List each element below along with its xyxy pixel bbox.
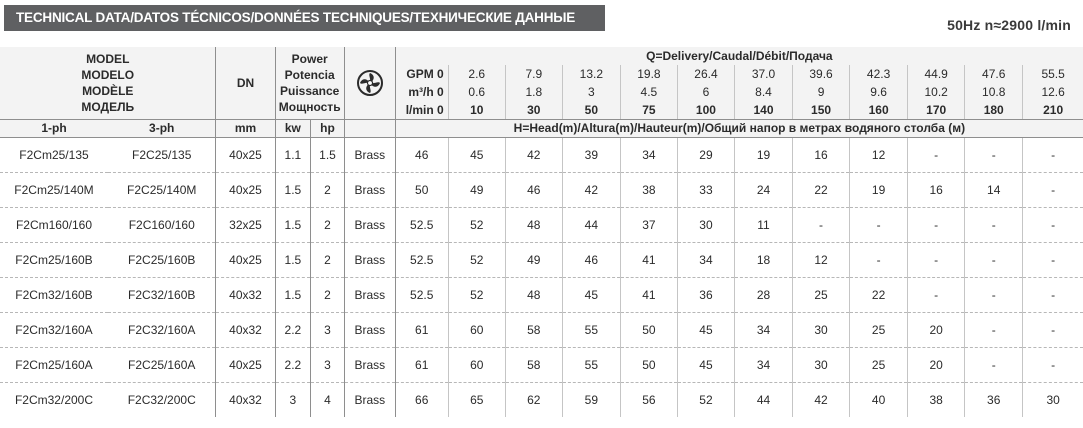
head-cell: 24 bbox=[734, 172, 792, 207]
head-cell: 38 bbox=[908, 382, 965, 417]
head-cell: 48 bbox=[505, 207, 562, 242]
material-value: Brass bbox=[344, 172, 395, 207]
head-cell: 34 bbox=[734, 347, 792, 382]
head-cell: - bbox=[965, 347, 1023, 382]
flow-cell: 19.8 bbox=[620, 65, 677, 83]
flow-cell: 1.8 bbox=[505, 83, 562, 101]
flow-cell: 9.6 bbox=[850, 83, 908, 101]
impeller-header bbox=[344, 47, 395, 119]
head-cell: - bbox=[793, 207, 850, 242]
head-cell: 46 bbox=[395, 137, 448, 172]
model-header-en: MODEL bbox=[86, 51, 130, 66]
head-cell: 33 bbox=[677, 172, 734, 207]
model-1ph: F2Cm25/140M bbox=[0, 172, 108, 207]
dn-value: 40x32 bbox=[216, 277, 275, 312]
head-cell: 20 bbox=[908, 312, 965, 347]
head-cell: 25 bbox=[850, 312, 908, 347]
head-cell: 52 bbox=[448, 277, 505, 312]
head-cell: - bbox=[850, 207, 908, 242]
head-cell: - bbox=[1023, 277, 1083, 312]
model-1ph: F2Cm25/135 bbox=[0, 137, 108, 172]
head-cell: 44 bbox=[562, 207, 620, 242]
material-value: Brass bbox=[344, 242, 395, 277]
material-value: Brass bbox=[344, 277, 395, 312]
head-cell: 46 bbox=[505, 172, 562, 207]
hp-value: 2 bbox=[311, 277, 345, 312]
head-cell: 50 bbox=[620, 312, 677, 347]
power-header bbox=[275, 47, 344, 119]
model-3ph: F2C25/135 bbox=[108, 137, 216, 172]
table-row bbox=[0, 312, 1083, 347]
head-cell: 18 bbox=[734, 242, 792, 277]
delivery-header: Q=Delivery/Caudal/Débit/Подача bbox=[395, 47, 1083, 65]
head-cell: 52 bbox=[448, 242, 505, 277]
gpm-label: GPM 0 bbox=[395, 65, 448, 83]
flow-cell: 10.2 bbox=[908, 83, 965, 101]
table-row bbox=[0, 172, 1083, 207]
model-3ph: F2C32/160B bbox=[108, 277, 216, 312]
head-cell: 11 bbox=[734, 207, 792, 242]
head-cell: - bbox=[850, 242, 908, 277]
head-cell: - bbox=[1023, 137, 1083, 172]
model-header-es: MODELO bbox=[81, 67, 135, 82]
head-cell: 55 bbox=[562, 347, 620, 382]
frequency-note: 50Hz n≈2900 l/min bbox=[947, 17, 1071, 33]
head-header: H=Head(m)/Altura(m)/Hauteur(m)/Общий напор в метрах водяного столба (м) bbox=[395, 119, 1083, 137]
model-3ph: F2C25/140M bbox=[108, 172, 216, 207]
model-1ph: F2Cm32/160A bbox=[0, 312, 108, 347]
head-cell: - bbox=[908, 277, 965, 312]
model-header bbox=[0, 47, 216, 119]
dn-value: 40x25 bbox=[216, 137, 275, 172]
head-cell: 62 bbox=[505, 382, 562, 417]
head-cell: 59 bbox=[562, 382, 620, 417]
flow-cell: 10.8 bbox=[965, 83, 1023, 101]
head-cell: - bbox=[965, 242, 1023, 277]
model-1ph: F2Cm32/200C bbox=[0, 382, 108, 417]
power-header-fr: Puissance bbox=[279, 83, 340, 98]
head-cell: 12 bbox=[850, 137, 908, 172]
hp-value: 4 bbox=[311, 382, 345, 417]
head-cell: 30 bbox=[1023, 382, 1083, 417]
hp-value: 1.5 bbox=[311, 137, 345, 172]
head-cell: 30 bbox=[793, 312, 850, 347]
head-cell: - bbox=[908, 207, 965, 242]
head-cell: 60 bbox=[448, 312, 505, 347]
technical-data-table bbox=[0, 47, 1083, 417]
head-cell: 19 bbox=[734, 137, 792, 172]
hp-value: 3 bbox=[311, 312, 345, 347]
kw-value: 1.5 bbox=[275, 242, 311, 277]
col-3ph: 3-ph bbox=[108, 119, 216, 137]
head-cell: 40 bbox=[850, 382, 908, 417]
flow-cell: 37.0 bbox=[734, 65, 792, 83]
head-cell: 22 bbox=[850, 277, 908, 312]
head-cell: - bbox=[1023, 312, 1083, 347]
kw-value: 1.5 bbox=[275, 277, 311, 312]
flow-cell: 210 bbox=[1023, 101, 1083, 119]
unit-hp: hp bbox=[311, 119, 345, 137]
head-cell: 44 bbox=[734, 382, 792, 417]
head-cell: 52.5 bbox=[395, 207, 448, 242]
model-header-ru: МОДЕЛЬ bbox=[81, 99, 135, 114]
kw-value: 1.5 bbox=[275, 172, 311, 207]
head-cell: - bbox=[965, 137, 1023, 172]
m3h-label: m³/h 0 bbox=[395, 83, 448, 101]
head-cell: 48 bbox=[505, 277, 562, 312]
table-header bbox=[0, 47, 1083, 137]
head-cell: 58 bbox=[505, 347, 562, 382]
head-cell: - bbox=[908, 242, 965, 277]
hp-value: 2 bbox=[311, 242, 345, 277]
model-header-fr: MODÈLE bbox=[82, 83, 134, 98]
dn-value: 40x32 bbox=[216, 382, 275, 417]
head-cell: 12 bbox=[793, 242, 850, 277]
hp-value: 2 bbox=[311, 207, 345, 242]
head-cell: 58 bbox=[505, 312, 562, 347]
power-header-ru: Мощность bbox=[278, 99, 341, 114]
head-cell: 34 bbox=[620, 137, 677, 172]
head-cell: - bbox=[965, 277, 1023, 312]
head-cell: 30 bbox=[677, 207, 734, 242]
flow-cell: 50 bbox=[562, 101, 620, 119]
flow-cell: 39.6 bbox=[793, 65, 850, 83]
flow-cell: 44.9 bbox=[908, 65, 965, 83]
dn-value: 40x25 bbox=[216, 242, 275, 277]
head-cell: 42 bbox=[793, 382, 850, 417]
material-value: Brass bbox=[344, 347, 395, 382]
head-cell: 52 bbox=[448, 207, 505, 242]
head-cell: 52.5 bbox=[395, 277, 448, 312]
flow-cell: 12.6 bbox=[1023, 83, 1083, 101]
flow-cell: 150 bbox=[793, 101, 850, 119]
dn-header: DN bbox=[216, 47, 275, 119]
flow-cell: 47.6 bbox=[965, 65, 1023, 83]
model-1ph: F2Cm32/160B bbox=[0, 277, 108, 312]
head-cell: 49 bbox=[505, 242, 562, 277]
head-cell: 50 bbox=[620, 347, 677, 382]
head-cell: 45 bbox=[448, 137, 505, 172]
head-cell: 38 bbox=[620, 172, 677, 207]
model-3ph: F2C25/160A bbox=[108, 347, 216, 382]
dn-value: 32x25 bbox=[216, 207, 275, 242]
dn-value: 40x25 bbox=[216, 347, 275, 382]
table-body bbox=[0, 137, 1083, 417]
table-row bbox=[0, 137, 1083, 172]
head-cell: 61 bbox=[395, 347, 448, 382]
table-row bbox=[0, 207, 1083, 242]
material-value: Brass bbox=[344, 137, 395, 172]
kw-value: 2.2 bbox=[275, 312, 311, 347]
head-cell: 28 bbox=[734, 277, 792, 312]
head-cell: 55 bbox=[562, 312, 620, 347]
dn-value: 40x32 bbox=[216, 312, 275, 347]
head-cell: 42 bbox=[505, 137, 562, 172]
dn-value: 40x25 bbox=[216, 172, 275, 207]
flow-cell: 180 bbox=[965, 101, 1023, 119]
head-cell: 30 bbox=[793, 347, 850, 382]
flow-cell: 0.6 bbox=[448, 83, 505, 101]
head-cell: 22 bbox=[793, 172, 850, 207]
lmin-label: l/min 0 bbox=[395, 101, 448, 119]
table-row bbox=[0, 242, 1083, 277]
head-cell: 46 bbox=[562, 242, 620, 277]
head-cell: 29 bbox=[677, 137, 734, 172]
flow-cell: 13.2 bbox=[562, 65, 620, 83]
head-cell: 52 bbox=[677, 382, 734, 417]
head-cell: - bbox=[1023, 242, 1083, 277]
head-cell: 66 bbox=[395, 382, 448, 417]
impeller-icon bbox=[357, 70, 383, 96]
head-cell: 25 bbox=[850, 347, 908, 382]
flow-cell: 55.5 bbox=[1023, 65, 1083, 83]
flow-cell: 30 bbox=[505, 101, 562, 119]
model-3ph: F2C160/160 bbox=[108, 207, 216, 242]
flow-cell: 8.4 bbox=[734, 83, 792, 101]
kw-value: 3 bbox=[275, 382, 311, 417]
unit-mm: mm bbox=[216, 119, 275, 137]
flow-cell: 4.5 bbox=[620, 83, 677, 101]
hp-value: 3 bbox=[311, 347, 345, 382]
flow-cell: 9 bbox=[793, 83, 850, 101]
flow-cell: 75 bbox=[620, 101, 677, 119]
flow-cell: 10 bbox=[448, 101, 505, 119]
flow-cell: 26.4 bbox=[677, 65, 734, 83]
model-3ph: F2C25/160B bbox=[108, 242, 216, 277]
power-header-es: Potencia bbox=[284, 67, 335, 82]
head-cell: 45 bbox=[677, 347, 734, 382]
head-cell: 16 bbox=[793, 137, 850, 172]
model-1ph: F2Cm25/160B bbox=[0, 242, 108, 277]
head-cell: - bbox=[1023, 172, 1083, 207]
table-row bbox=[0, 277, 1083, 312]
material-value: Brass bbox=[344, 382, 395, 417]
model-1ph: F2Cm160/160 bbox=[0, 207, 108, 242]
flow-cell: 6 bbox=[677, 83, 734, 101]
head-cell: 61 bbox=[395, 312, 448, 347]
kw-value: 1.5 bbox=[275, 207, 311, 242]
head-cell: 60 bbox=[448, 347, 505, 382]
head-cell: 25 bbox=[793, 277, 850, 312]
head-cell: 34 bbox=[734, 312, 792, 347]
head-cell: - bbox=[1023, 347, 1083, 382]
col-1ph: 1-ph bbox=[0, 119, 108, 137]
flow-cell: 140 bbox=[734, 101, 792, 119]
flow-cell: 42.3 bbox=[850, 65, 908, 83]
head-cell: 45 bbox=[677, 312, 734, 347]
hp-value: 2 bbox=[311, 172, 345, 207]
head-cell: 34 bbox=[677, 242, 734, 277]
flow-cell: 160 bbox=[850, 101, 908, 119]
flow-cell: 2.6 bbox=[448, 65, 505, 83]
head-cell: 49 bbox=[448, 172, 505, 207]
kw-value: 1.1 bbox=[275, 137, 311, 172]
table-row bbox=[0, 347, 1083, 382]
section-banner: TECHNICAL DATA/DATOS TÉCNICOS/DONNÉES TECHNIQUES/ТЕХНИЧЕСКИЕ ДАННЫЕ bbox=[4, 5, 605, 31]
head-cell: 39 bbox=[562, 137, 620, 172]
flow-cell: 170 bbox=[908, 101, 965, 119]
power-header-en: Power bbox=[291, 51, 328, 66]
head-cell: 36 bbox=[677, 277, 734, 312]
head-cell: - bbox=[965, 207, 1023, 242]
model-3ph: F2C32/200C bbox=[108, 382, 216, 417]
model-3ph: F2C32/160A bbox=[108, 312, 216, 347]
head-cell: 45 bbox=[562, 277, 620, 312]
head-cell: - bbox=[965, 312, 1023, 347]
head-cell: 20 bbox=[908, 347, 965, 382]
head-cell: - bbox=[908, 137, 965, 172]
head-cell: 36 bbox=[965, 382, 1023, 417]
units-row bbox=[0, 119, 1083, 137]
head-cell: 42 bbox=[562, 172, 620, 207]
table-row bbox=[0, 382, 1083, 417]
head-cell: 41 bbox=[620, 277, 677, 312]
kw-value: 2.2 bbox=[275, 347, 311, 382]
head-cell: 14 bbox=[965, 172, 1023, 207]
head-cell: 19 bbox=[850, 172, 908, 207]
head-cell: 52.5 bbox=[395, 242, 448, 277]
head-cell: 37 bbox=[620, 207, 677, 242]
flow-cell: 100 bbox=[677, 101, 734, 119]
head-cell: 56 bbox=[620, 382, 677, 417]
unit-kw: kw bbox=[275, 119, 311, 137]
head-cell: 50 bbox=[395, 172, 448, 207]
head-cell: 65 bbox=[448, 382, 505, 417]
head-cell: - bbox=[1023, 207, 1083, 242]
head-cell: 16 bbox=[908, 172, 965, 207]
material-value: Brass bbox=[344, 207, 395, 242]
flow-cell: 7.9 bbox=[505, 65, 562, 83]
model-1ph: F2Cm25/160A bbox=[0, 347, 108, 382]
flow-cell: 3 bbox=[562, 83, 620, 101]
head-cell: 41 bbox=[620, 242, 677, 277]
material-value: Brass bbox=[344, 312, 395, 347]
